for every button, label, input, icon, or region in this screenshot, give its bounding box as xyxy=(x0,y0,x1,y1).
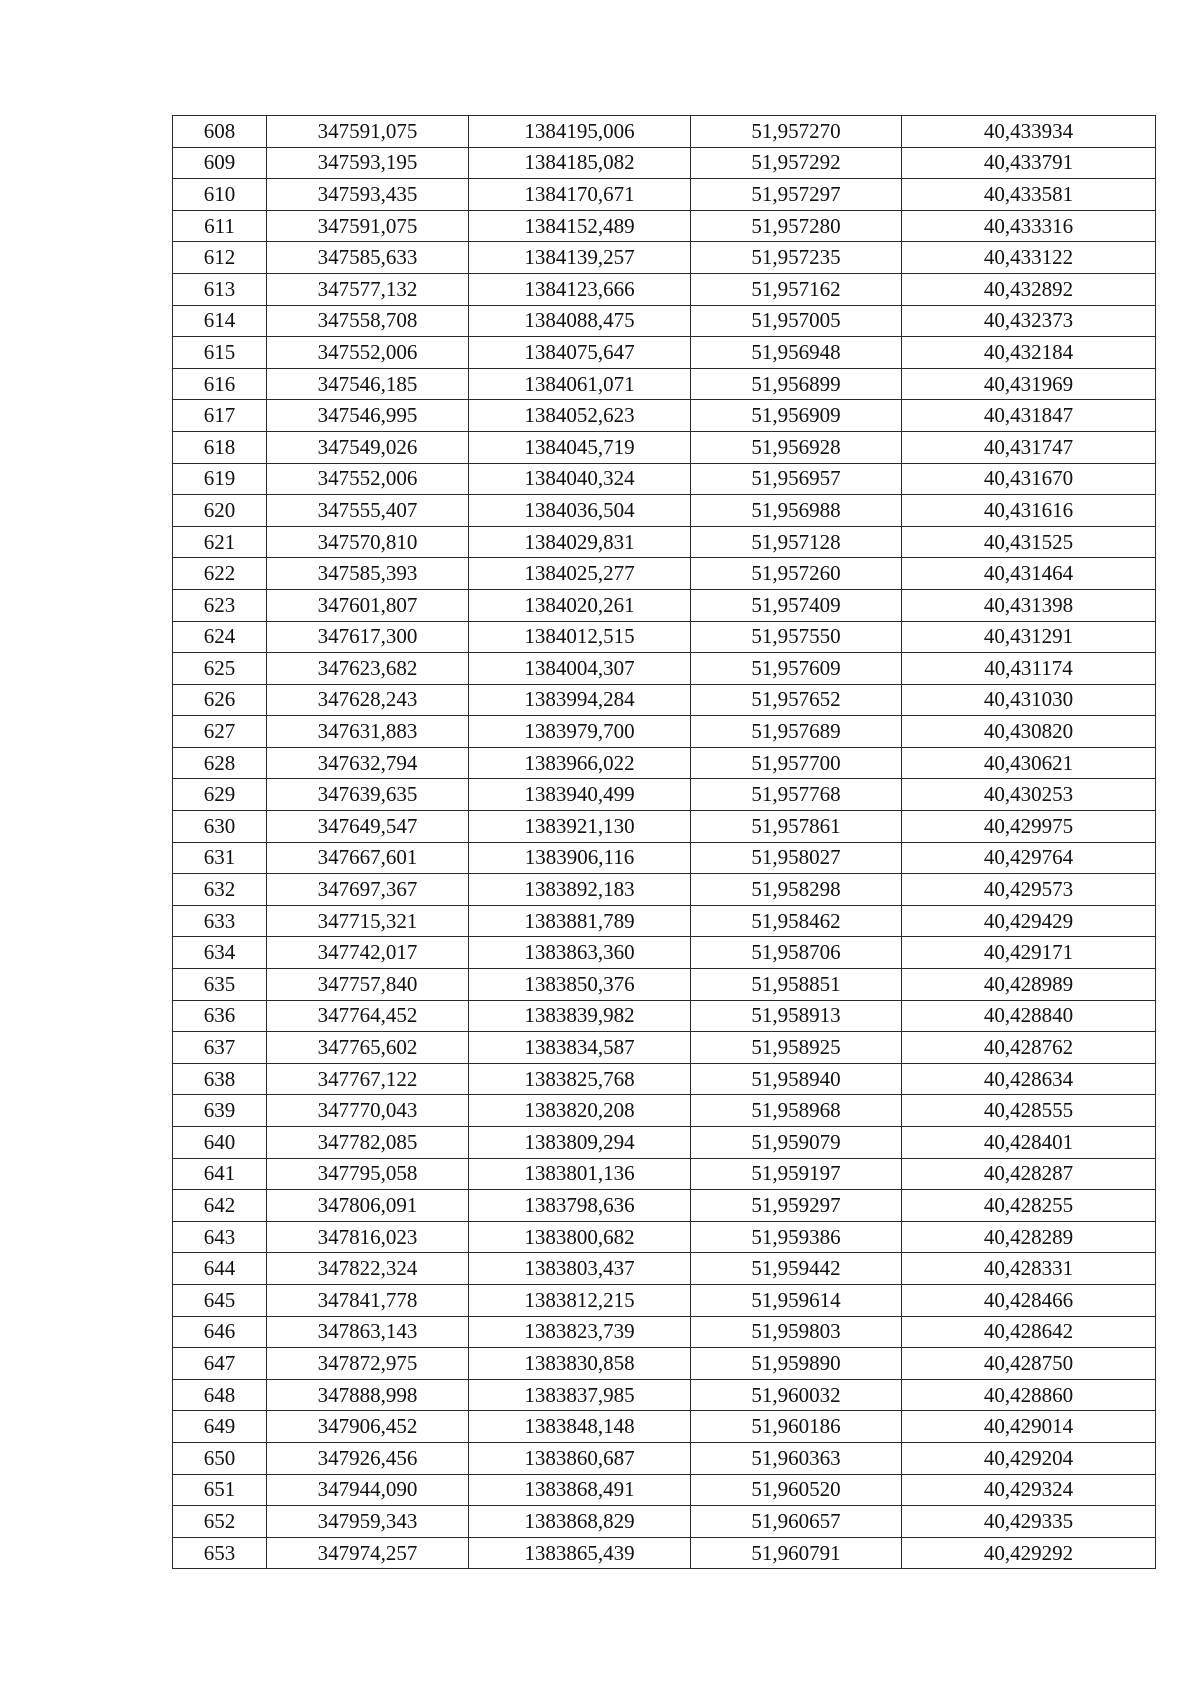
point-number-cell: 632 xyxy=(173,874,267,906)
table-row xyxy=(173,242,1156,274)
longitude-cell: 40,431616 xyxy=(902,495,1156,527)
table-row xyxy=(173,1190,1156,1222)
longitude-cell: 40,428401 xyxy=(902,1127,1156,1159)
table-row xyxy=(173,337,1156,369)
longitude-cell: 40,431398 xyxy=(902,589,1156,621)
y-coordinate-cell: 1383892,183 xyxy=(469,874,691,906)
latitude-cell: 51,957270 xyxy=(691,116,902,148)
x-coordinate-cell: 347926,456 xyxy=(267,1442,469,1474)
longitude-cell: 40,431847 xyxy=(902,400,1156,432)
x-coordinate-cell: 347570,810 xyxy=(267,526,469,558)
longitude-cell: 40,428634 xyxy=(902,1063,1156,1095)
y-coordinate-cell: 1383881,789 xyxy=(469,905,691,937)
longitude-cell: 40,429324 xyxy=(902,1474,1156,1506)
longitude-cell: 40,430621 xyxy=(902,747,1156,779)
table-row xyxy=(173,653,1156,685)
y-coordinate-cell: 1384029,831 xyxy=(469,526,691,558)
longitude-cell: 40,431969 xyxy=(902,368,1156,400)
point-number-cell: 615 xyxy=(173,337,267,369)
x-coordinate-cell: 347944,090 xyxy=(267,1474,469,1506)
table-row xyxy=(173,874,1156,906)
latitude-cell: 51,959803 xyxy=(691,1316,902,1348)
latitude-cell: 51,960363 xyxy=(691,1442,902,1474)
longitude-cell: 40,429014 xyxy=(902,1411,1156,1443)
y-coordinate-cell: 1384088,475 xyxy=(469,305,691,337)
point-number-cell: 619 xyxy=(173,463,267,495)
x-coordinate-cell: 347631,883 xyxy=(267,716,469,748)
longitude-cell: 40,433791 xyxy=(902,147,1156,179)
x-coordinate-cell: 347546,995 xyxy=(267,400,469,432)
table-row xyxy=(173,273,1156,305)
table-row xyxy=(173,1284,1156,1316)
point-number-cell: 645 xyxy=(173,1284,267,1316)
point-number-cell: 627 xyxy=(173,716,267,748)
latitude-cell: 51,958925 xyxy=(691,1032,902,1064)
y-coordinate-cell: 1383801,136 xyxy=(469,1158,691,1190)
latitude-cell: 51,957280 xyxy=(691,210,902,242)
y-coordinate-cell: 1383865,439 xyxy=(469,1537,691,1569)
point-number-cell: 647 xyxy=(173,1348,267,1380)
point-number-cell: 639 xyxy=(173,1095,267,1127)
y-coordinate-cell: 1384012,515 xyxy=(469,621,691,653)
table-row xyxy=(173,1379,1156,1411)
latitude-cell: 51,959297 xyxy=(691,1190,902,1222)
longitude-cell: 40,429764 xyxy=(902,842,1156,874)
longitude-cell: 40,428762 xyxy=(902,1032,1156,1064)
longitude-cell: 40,428331 xyxy=(902,1253,1156,1285)
longitude-cell: 40,428840 xyxy=(902,1000,1156,1032)
x-coordinate-cell: 347767,122 xyxy=(267,1063,469,1095)
y-coordinate-cell: 1384139,257 xyxy=(469,242,691,274)
point-number-cell: 646 xyxy=(173,1316,267,1348)
table-row xyxy=(173,621,1156,653)
x-coordinate-cell: 347601,807 xyxy=(267,589,469,621)
x-coordinate-cell: 347628,243 xyxy=(267,684,469,716)
latitude-cell: 51,958913 xyxy=(691,1000,902,1032)
table-row xyxy=(173,1316,1156,1348)
x-coordinate-cell: 347841,778 xyxy=(267,1284,469,1316)
latitude-cell: 51,957768 xyxy=(691,779,902,811)
x-coordinate-cell: 347959,343 xyxy=(267,1506,469,1538)
x-coordinate-cell: 347782,085 xyxy=(267,1127,469,1159)
longitude-cell: 40,428989 xyxy=(902,969,1156,1001)
x-coordinate-cell: 347552,006 xyxy=(267,463,469,495)
y-coordinate-cell: 1383848,148 xyxy=(469,1411,691,1443)
x-coordinate-cell: 347974,257 xyxy=(267,1537,469,1569)
x-coordinate-cell: 347591,075 xyxy=(267,116,469,148)
longitude-cell: 40,428555 xyxy=(902,1095,1156,1127)
latitude-cell: 51,959614 xyxy=(691,1284,902,1316)
point-number-cell: 621 xyxy=(173,526,267,558)
x-coordinate-cell: 347549,026 xyxy=(267,431,469,463)
x-coordinate-cell: 347806,091 xyxy=(267,1190,469,1222)
point-number-cell: 614 xyxy=(173,305,267,337)
longitude-cell: 40,431525 xyxy=(902,526,1156,558)
latitude-cell: 51,957609 xyxy=(691,653,902,685)
latitude-cell: 51,960186 xyxy=(691,1411,902,1443)
point-number-cell: 642 xyxy=(173,1190,267,1222)
longitude-cell: 40,428287 xyxy=(902,1158,1156,1190)
longitude-cell: 40,433316 xyxy=(902,210,1156,242)
table-row xyxy=(173,811,1156,843)
longitude-cell: 40,431030 xyxy=(902,684,1156,716)
latitude-cell: 51,959079 xyxy=(691,1127,902,1159)
x-coordinate-cell: 347770,043 xyxy=(267,1095,469,1127)
longitude-cell: 40,428750 xyxy=(902,1348,1156,1380)
table-row xyxy=(173,400,1156,432)
point-number-cell: 609 xyxy=(173,147,267,179)
table-row xyxy=(173,305,1156,337)
table-row xyxy=(173,1127,1156,1159)
longitude-cell: 40,429204 xyxy=(902,1442,1156,1474)
point-number-cell: 623 xyxy=(173,589,267,621)
latitude-cell: 51,959197 xyxy=(691,1158,902,1190)
longitude-cell: 40,428289 xyxy=(902,1221,1156,1253)
y-coordinate-cell: 1383798,636 xyxy=(469,1190,691,1222)
table-row xyxy=(173,147,1156,179)
y-coordinate-cell: 1383994,284 xyxy=(469,684,691,716)
x-coordinate-cell: 347795,058 xyxy=(267,1158,469,1190)
point-number-cell: 628 xyxy=(173,747,267,779)
y-coordinate-cell: 1384052,623 xyxy=(469,400,691,432)
x-coordinate-cell: 347591,075 xyxy=(267,210,469,242)
table-row xyxy=(173,558,1156,590)
table-row xyxy=(173,495,1156,527)
latitude-cell: 51,960032 xyxy=(691,1379,902,1411)
x-coordinate-cell: 347863,143 xyxy=(267,1316,469,1348)
table-row xyxy=(173,747,1156,779)
latitude-cell: 51,959442 xyxy=(691,1253,902,1285)
x-coordinate-cell: 347558,708 xyxy=(267,305,469,337)
point-number-cell: 638 xyxy=(173,1063,267,1095)
latitude-cell: 51,957861 xyxy=(691,811,902,843)
x-coordinate-cell: 347742,017 xyxy=(267,937,469,969)
point-number-cell: 620 xyxy=(173,495,267,527)
table-row xyxy=(173,1348,1156,1380)
y-coordinate-cell: 1384075,647 xyxy=(469,337,691,369)
point-number-cell: 629 xyxy=(173,779,267,811)
y-coordinate-cell: 1383803,437 xyxy=(469,1253,691,1285)
table-row xyxy=(173,589,1156,621)
y-coordinate-cell: 1383830,858 xyxy=(469,1348,691,1380)
longitude-cell: 40,429335 xyxy=(902,1506,1156,1538)
latitude-cell: 51,958851 xyxy=(691,969,902,1001)
table-row xyxy=(173,210,1156,242)
y-coordinate-cell: 1384036,504 xyxy=(469,495,691,527)
x-coordinate-cell: 347667,601 xyxy=(267,842,469,874)
latitude-cell: 51,960791 xyxy=(691,1537,902,1569)
point-number-cell: 610 xyxy=(173,179,267,211)
x-coordinate-cell: 347765,602 xyxy=(267,1032,469,1064)
table-row xyxy=(173,1537,1156,1569)
longitude-cell: 40,428642 xyxy=(902,1316,1156,1348)
table-row xyxy=(173,1253,1156,1285)
point-number-cell: 640 xyxy=(173,1127,267,1159)
table-row xyxy=(173,842,1156,874)
longitude-cell: 40,432184 xyxy=(902,337,1156,369)
coordinates-table xyxy=(172,115,1156,1569)
y-coordinate-cell: 1384185,082 xyxy=(469,147,691,179)
x-coordinate-cell: 347617,300 xyxy=(267,621,469,653)
latitude-cell: 51,959890 xyxy=(691,1348,902,1380)
x-coordinate-cell: 347816,023 xyxy=(267,1221,469,1253)
table-row xyxy=(173,1506,1156,1538)
point-number-cell: 626 xyxy=(173,684,267,716)
x-coordinate-cell: 347906,452 xyxy=(267,1411,469,1443)
latitude-cell: 51,957689 xyxy=(691,716,902,748)
longitude-cell: 40,433122 xyxy=(902,242,1156,274)
longitude-cell: 40,429975 xyxy=(902,811,1156,843)
longitude-cell: 40,429171 xyxy=(902,937,1156,969)
table-row xyxy=(173,179,1156,211)
x-coordinate-cell: 347888,998 xyxy=(267,1379,469,1411)
y-coordinate-cell: 1383921,130 xyxy=(469,811,691,843)
point-number-cell: 653 xyxy=(173,1537,267,1569)
x-coordinate-cell: 347715,321 xyxy=(267,905,469,937)
y-coordinate-cell: 1383825,768 xyxy=(469,1063,691,1095)
y-coordinate-cell: 1383823,739 xyxy=(469,1316,691,1348)
x-coordinate-cell: 347822,324 xyxy=(267,1253,469,1285)
point-number-cell: 649 xyxy=(173,1411,267,1443)
y-coordinate-cell: 1383820,208 xyxy=(469,1095,691,1127)
longitude-cell: 40,431464 xyxy=(902,558,1156,590)
point-number-cell: 624 xyxy=(173,621,267,653)
latitude-cell: 51,959386 xyxy=(691,1221,902,1253)
point-number-cell: 630 xyxy=(173,811,267,843)
latitude-cell: 51,960657 xyxy=(691,1506,902,1538)
point-number-cell: 608 xyxy=(173,116,267,148)
y-coordinate-cell: 1384025,277 xyxy=(469,558,691,590)
latitude-cell: 51,960520 xyxy=(691,1474,902,1506)
longitude-cell: 40,430253 xyxy=(902,779,1156,811)
y-coordinate-cell: 1384004,307 xyxy=(469,653,691,685)
y-coordinate-cell: 1384152,489 xyxy=(469,210,691,242)
point-number-cell: 611 xyxy=(173,210,267,242)
y-coordinate-cell: 1384020,261 xyxy=(469,589,691,621)
y-coordinate-cell: 1383868,491 xyxy=(469,1474,691,1506)
point-number-cell: 617 xyxy=(173,400,267,432)
longitude-cell: 40,429429 xyxy=(902,905,1156,937)
table-row xyxy=(173,116,1156,148)
longitude-cell: 40,428860 xyxy=(902,1379,1156,1411)
latitude-cell: 51,957292 xyxy=(691,147,902,179)
table-row xyxy=(173,1063,1156,1095)
latitude-cell: 51,957550 xyxy=(691,621,902,653)
latitude-cell: 51,957409 xyxy=(691,589,902,621)
longitude-cell: 40,430820 xyxy=(902,716,1156,748)
y-coordinate-cell: 1383940,499 xyxy=(469,779,691,811)
y-coordinate-cell: 1383850,376 xyxy=(469,969,691,1001)
table-row xyxy=(173,684,1156,716)
table-row xyxy=(173,368,1156,400)
table-row xyxy=(173,969,1156,1001)
x-coordinate-cell: 347757,840 xyxy=(267,969,469,1001)
table-row xyxy=(173,1474,1156,1506)
point-number-cell: 613 xyxy=(173,273,267,305)
point-number-cell: 652 xyxy=(173,1506,267,1538)
point-number-cell: 635 xyxy=(173,969,267,1001)
y-coordinate-cell: 1383809,294 xyxy=(469,1127,691,1159)
x-coordinate-cell: 347593,435 xyxy=(267,179,469,211)
y-coordinate-cell: 1383906,116 xyxy=(469,842,691,874)
x-coordinate-cell: 347639,635 xyxy=(267,779,469,811)
table-row xyxy=(173,716,1156,748)
y-coordinate-cell: 1383812,215 xyxy=(469,1284,691,1316)
point-number-cell: 637 xyxy=(173,1032,267,1064)
longitude-cell: 40,428466 xyxy=(902,1284,1156,1316)
latitude-cell: 51,957260 xyxy=(691,558,902,590)
y-coordinate-cell: 1383860,687 xyxy=(469,1442,691,1474)
longitude-cell: 40,433934 xyxy=(902,116,1156,148)
x-coordinate-cell: 347649,547 xyxy=(267,811,469,843)
point-number-cell: 641 xyxy=(173,1158,267,1190)
latitude-cell: 51,957162 xyxy=(691,273,902,305)
longitude-cell: 40,431747 xyxy=(902,431,1156,463)
table-row xyxy=(173,1095,1156,1127)
y-coordinate-cell: 1383863,360 xyxy=(469,937,691,969)
table-row xyxy=(173,1442,1156,1474)
x-coordinate-cell: 347577,132 xyxy=(267,273,469,305)
x-coordinate-cell: 347697,367 xyxy=(267,874,469,906)
table-row xyxy=(173,431,1156,463)
latitude-cell: 51,956948 xyxy=(691,337,902,369)
latitude-cell: 51,957005 xyxy=(691,305,902,337)
longitude-cell: 40,431670 xyxy=(902,463,1156,495)
table-row xyxy=(173,1032,1156,1064)
y-coordinate-cell: 1384123,666 xyxy=(469,273,691,305)
x-coordinate-cell: 347585,393 xyxy=(267,558,469,590)
x-coordinate-cell: 347632,794 xyxy=(267,747,469,779)
table-row xyxy=(173,526,1156,558)
longitude-cell: 40,433581 xyxy=(902,179,1156,211)
longitude-cell: 40,428255 xyxy=(902,1190,1156,1222)
longitude-cell: 40,432373 xyxy=(902,305,1156,337)
latitude-cell: 51,958940 xyxy=(691,1063,902,1095)
latitude-cell: 51,956928 xyxy=(691,431,902,463)
point-number-cell: 648 xyxy=(173,1379,267,1411)
x-coordinate-cell: 347623,682 xyxy=(267,653,469,685)
latitude-cell: 51,958298 xyxy=(691,874,902,906)
latitude-cell: 51,958027 xyxy=(691,842,902,874)
point-number-cell: 622 xyxy=(173,558,267,590)
table-row xyxy=(173,463,1156,495)
y-coordinate-cell: 1384040,324 xyxy=(469,463,691,495)
y-coordinate-cell: 1383839,982 xyxy=(469,1000,691,1032)
x-coordinate-cell: 347585,633 xyxy=(267,242,469,274)
point-number-cell: 634 xyxy=(173,937,267,969)
latitude-cell: 51,957128 xyxy=(691,526,902,558)
y-coordinate-cell: 1383834,587 xyxy=(469,1032,691,1064)
point-number-cell: 612 xyxy=(173,242,267,274)
y-coordinate-cell: 1383837,985 xyxy=(469,1379,691,1411)
x-coordinate-cell: 347552,006 xyxy=(267,337,469,369)
x-coordinate-cell: 347872,975 xyxy=(267,1348,469,1380)
point-number-cell: 631 xyxy=(173,842,267,874)
latitude-cell: 51,956957 xyxy=(691,463,902,495)
point-number-cell: 650 xyxy=(173,1442,267,1474)
y-coordinate-cell: 1384170,671 xyxy=(469,179,691,211)
point-number-cell: 625 xyxy=(173,653,267,685)
point-number-cell: 644 xyxy=(173,1253,267,1285)
y-coordinate-cell: 1384195,006 xyxy=(469,116,691,148)
latitude-cell: 51,957297 xyxy=(691,179,902,211)
y-coordinate-cell: 1383800,682 xyxy=(469,1221,691,1253)
latitude-cell: 51,958462 xyxy=(691,905,902,937)
y-coordinate-cell: 1383979,700 xyxy=(469,716,691,748)
x-coordinate-cell: 347593,195 xyxy=(267,147,469,179)
latitude-cell: 51,958706 xyxy=(691,937,902,969)
x-coordinate-cell: 347764,452 xyxy=(267,1000,469,1032)
x-coordinate-cell: 347546,185 xyxy=(267,368,469,400)
latitude-cell: 51,956909 xyxy=(691,400,902,432)
longitude-cell: 40,432892 xyxy=(902,273,1156,305)
table-row xyxy=(173,937,1156,969)
table-row xyxy=(173,1158,1156,1190)
coordinates-table-body xyxy=(173,116,1156,1569)
y-coordinate-cell: 1384045,719 xyxy=(469,431,691,463)
y-coordinate-cell: 1384061,071 xyxy=(469,368,691,400)
x-coordinate-cell: 347555,407 xyxy=(267,495,469,527)
latitude-cell: 51,958968 xyxy=(691,1095,902,1127)
table-row xyxy=(173,779,1156,811)
table-row xyxy=(173,1221,1156,1253)
longitude-cell: 40,431174 xyxy=(902,653,1156,685)
longitude-cell: 40,429573 xyxy=(902,874,1156,906)
table-row xyxy=(173,905,1156,937)
latitude-cell: 51,956899 xyxy=(691,368,902,400)
table-row xyxy=(173,1411,1156,1443)
point-number-cell: 616 xyxy=(173,368,267,400)
longitude-cell: 40,431291 xyxy=(902,621,1156,653)
point-number-cell: 618 xyxy=(173,431,267,463)
point-number-cell: 651 xyxy=(173,1474,267,1506)
point-number-cell: 633 xyxy=(173,905,267,937)
y-coordinate-cell: 1383966,022 xyxy=(469,747,691,779)
y-coordinate-cell: 1383868,829 xyxy=(469,1506,691,1538)
latitude-cell: 51,957700 xyxy=(691,747,902,779)
table-row xyxy=(173,1000,1156,1032)
latitude-cell: 51,957652 xyxy=(691,684,902,716)
point-number-cell: 643 xyxy=(173,1221,267,1253)
latitude-cell: 51,957235 xyxy=(691,242,902,274)
longitude-cell: 40,429292 xyxy=(902,1537,1156,1569)
latitude-cell: 51,956988 xyxy=(691,495,902,527)
point-number-cell: 636 xyxy=(173,1000,267,1032)
